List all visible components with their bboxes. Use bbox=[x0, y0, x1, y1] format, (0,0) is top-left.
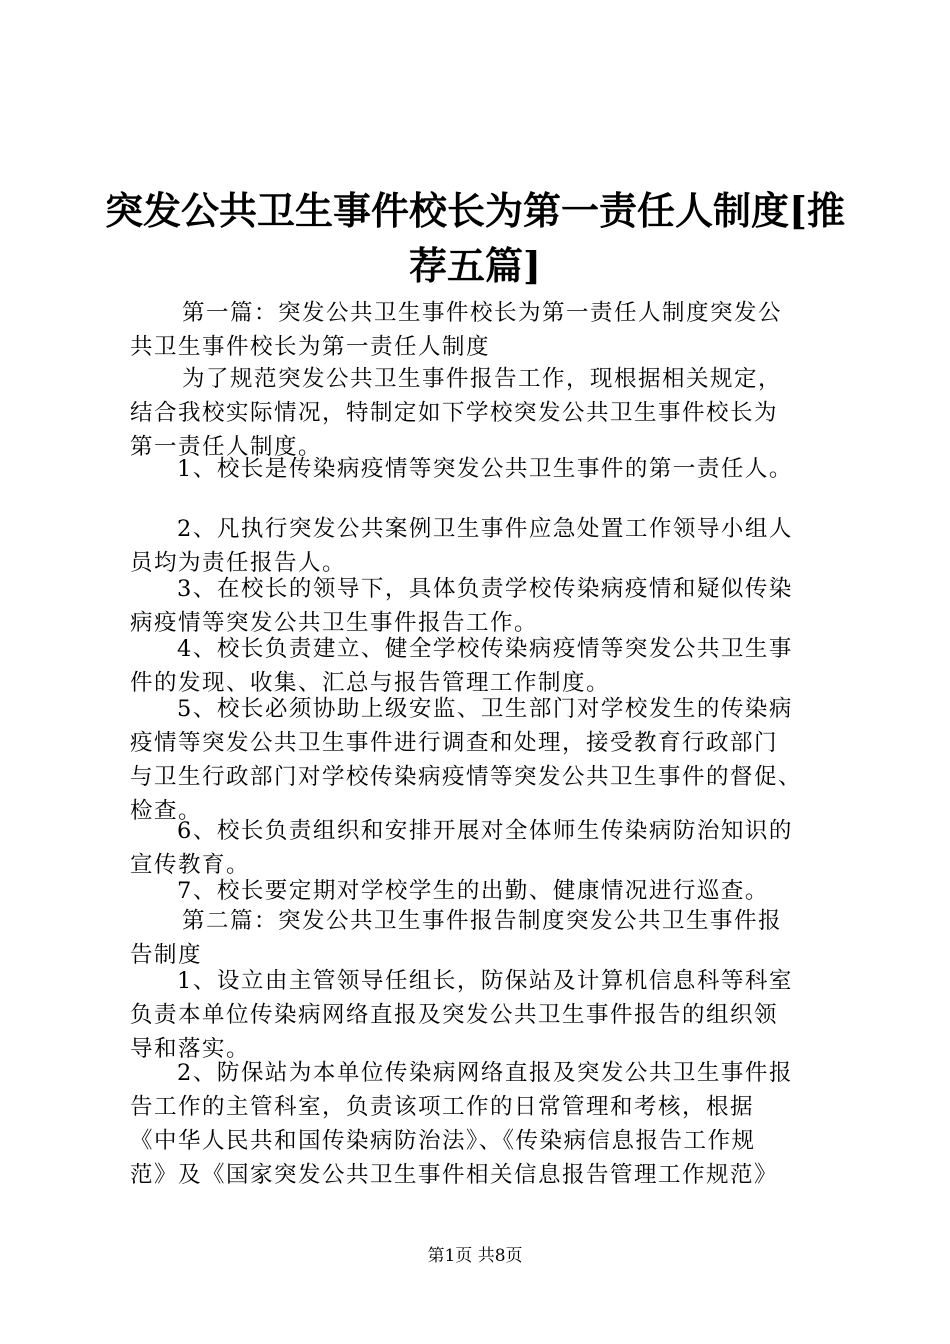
text-line: 第一篇：突发公共卫生事件校长为第一责任人制度突发公 bbox=[182, 300, 783, 326]
text-line: 疫情等突发公共卫生事件进行调查和处理，接受教育行政部门 bbox=[130, 730, 779, 756]
part-two-item-2 bbox=[130, 1056, 850, 1192]
text-line: 负责本单位传染病网络直报及突发公共卫生事件报告的组织领 bbox=[130, 1002, 779, 1028]
text-line: 病疫情等突发公共卫生事件报告工作。 bbox=[130, 610, 539, 636]
text-line: 1、校长是传染病疫情等突发公共卫生事件的第一责任人。 bbox=[177, 456, 793, 482]
text-line: 7、校长要定期对学校学生的出勤、健康情况进行巡查。 bbox=[177, 878, 769, 904]
text-line: 共卫生事件校长为第一责任人制度 bbox=[130, 334, 491, 360]
item-3 bbox=[130, 572, 850, 640]
text-line: 2、防保站为本单位传染病网络直报及突发公共卫生事件报 bbox=[177, 1060, 793, 1086]
text-line: 宣传教育。 bbox=[130, 852, 251, 878]
part-two-item-1 bbox=[130, 964, 850, 1066]
text-line: 2、凡执行突发公共案例卫生事件应急处置工作领导小组人 bbox=[177, 516, 793, 542]
text-line: 导和落实。 bbox=[130, 1036, 251, 1062]
item-1 bbox=[130, 452, 850, 486]
text-line: 1、设立由主管领导任组长，防保站及计算机信息科等科室 bbox=[177, 968, 793, 994]
text-line: 员均为责任报告人。 bbox=[130, 550, 347, 576]
text-line: 为了规范突发公共卫生事件报告工作，现根据相关规定， bbox=[182, 366, 783, 392]
item-5 bbox=[130, 692, 850, 828]
text-line: 告制度 bbox=[130, 942, 203, 968]
document-title-line-1: 突发公共卫生事件校长为第一责任人制度[推 bbox=[105, 188, 845, 233]
text-line: 范》及《国家突发公共卫生事件相关信息报告管理工作规范》 bbox=[130, 1162, 779, 1188]
part-two-heading bbox=[130, 904, 850, 972]
document-title-line-2: 荐五篇] bbox=[409, 243, 541, 288]
text-line: 6、校长负责组织和安排开展对全体师生传染病防治知识的 bbox=[177, 818, 793, 844]
item-4 bbox=[130, 632, 850, 700]
text-line: 告工作的主管科室，负责该项工作的日常管理和考核，根据 bbox=[130, 1094, 755, 1120]
text-line: 与卫生行政部门对学校传染病疫情等突发公共卫生事件的督促、 bbox=[130, 764, 803, 790]
text-line: 第一责任人制度。 bbox=[130, 434, 323, 460]
text-line: 《中华人民共和国传染病防治法》、《传染病信息报告工作规 bbox=[130, 1128, 756, 1154]
part-one-heading bbox=[130, 296, 850, 364]
text-line: 5、校长必须协助上级安监、卫生部门对学校发生的传染病 bbox=[177, 696, 793, 722]
text-line: 3、在校长的领导下，具体负责学校传染病疫情和疑似传染 bbox=[177, 576, 793, 602]
text-line: 检查。 bbox=[130, 798, 203, 824]
text-line: 第二篇：突发公共卫生事件报告制度突发公共卫生事件报 bbox=[182, 908, 783, 934]
item-7 bbox=[130, 874, 850, 908]
text-line: 件的发现、收集、汇总与报告管理工作制度。 bbox=[130, 670, 611, 696]
text-line: 结合我校实际情况，特制定如下学校突发公共卫生事件校长为 bbox=[130, 400, 779, 426]
page-footer: 第1页 共8页 bbox=[427, 1246, 523, 1266]
text-line: 4、校长负责建立、健全学校传染病疫情等突发公共卫生事 bbox=[177, 636, 793, 662]
item-2 bbox=[130, 512, 850, 580]
intro-paragraph bbox=[130, 362, 850, 464]
item-6 bbox=[130, 814, 850, 882]
